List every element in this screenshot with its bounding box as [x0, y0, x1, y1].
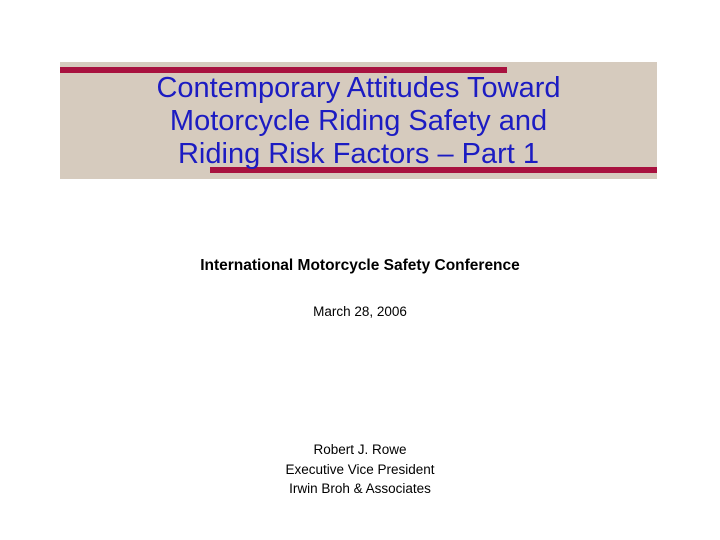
presentation-date: March 28, 2006: [313, 304, 407, 319]
presenter-role: Executive Vice President: [285, 461, 435, 477]
slide-title: [60, 72, 657, 171]
title-line-1: Contemporary Attitudes Toward: [156, 72, 561, 104]
presenter-name: Robert J. Rowe: [313, 442, 407, 457]
conference-name: International Motorcycle Safety Conference: [200, 257, 520, 274]
title-line-2: Motorcycle Riding Safety and: [169, 105, 548, 137]
presenter-company: Irwin Broh & Associates: [289, 481, 431, 496]
presenter-block: [0, 440, 720, 499]
title-line-3: Riding Risk Factors – Part 1: [177, 138, 539, 170]
